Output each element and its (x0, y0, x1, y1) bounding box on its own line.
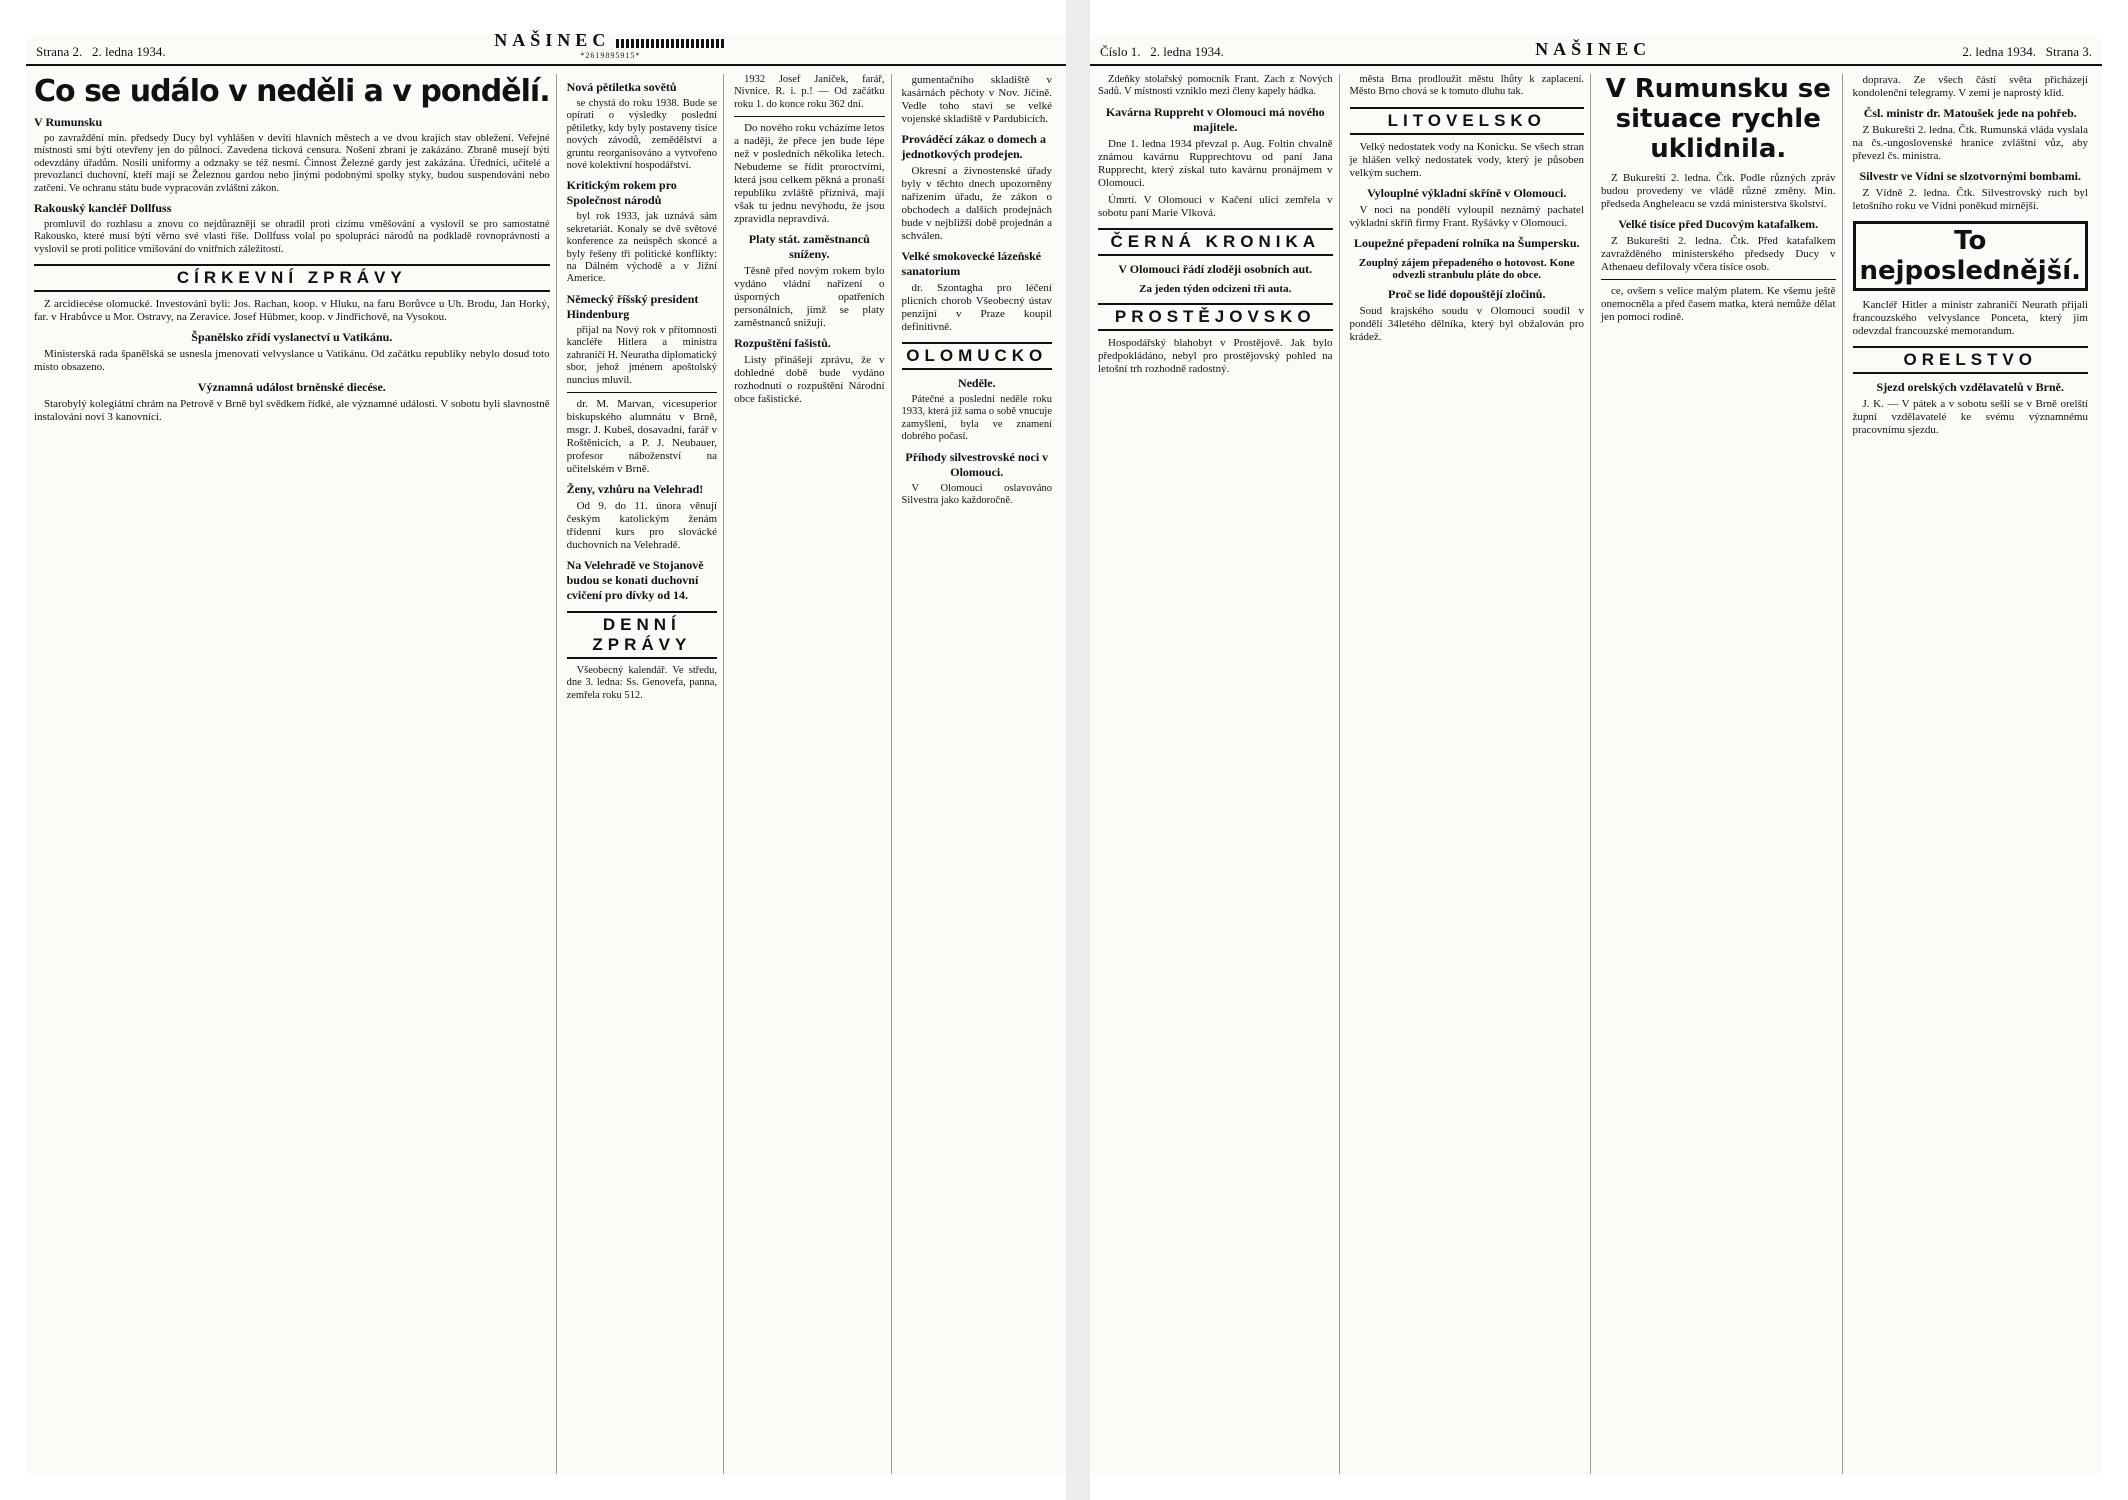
article-text: dr. M. Marvan, vicesuperior biskupského alumnátu v Brně, msgr. J. Kubeš, dosavadní, farář v Roštěnicích, a P. J. Neubauer, profesor náboženství na učitelském v Brně. (566, 397, 718, 475)
section-header: OLOMUCKO (902, 342, 1052, 370)
article-heading: Silvestr ve Vídni se slzotvornými bombami. (1859, 169, 2082, 183)
article-text: Ministerská rada španělská se usnesla jmenovati velvyslance u Vatikánu. Od začátku republiky nebylo dosud toto místo obsazeno. (34, 348, 550, 374)
article-text: doprava. Ze všech částí světa přicházejí kondolenční telegramy. V zemi je naprostý klid. (1852, 74, 2088, 99)
article-text: Těsně před novým rokem bylo vydáno vládní nařízení o úsporných opatřeních personálních, jímž se platy zaměstnanců snižují. (734, 265, 885, 330)
article-heading: Velké smokovecké lázeňské sanatorium (901, 249, 1042, 278)
article-text: Do nového roku vcházíme letos a naději, že přece jen bude lépe než v posledních několika letech. Nebudeme se řídit proroctvími, která jsou celkem pěkná a pronaší republiku zvláště příznivá, mají však tu jednu nevýhodu, že jsou zpravidla nepravdivá. (734, 122, 885, 226)
running-header-right (1090, 34, 2102, 66)
article-text: J. K. — V pátek a v sobotu sešli se v Brně orelští župní vzdělavatelé ke svému významnému pracovnímu sjezdu. (1852, 398, 2088, 436)
article-text: po zavraždění min. předsedy Ducy byl vyhlášen v devíti hlavních městech a ve dvou krajích stav obležení. Veřejné místnosti smí býti otevřeny jen do půlnoci. Zavedena ticková censura. Nošení zbraní je zakázáno. Zbraně musejí býti odevzdány úřadům. Nosili uniformy a odznaky se též nesmí. Činnost Železné gardy jest zakázána. Úředníci, učitelé a prevozlanci duchovní, kteří mají se Železnou gardou nebo jinými podobnými spolky styky, budou suspendováni nebo zatčeni. Ve ochranu státu bude vypracován zvláštní zákon. (34, 133, 550, 194)
article-text: Z Bukurešti 2. ledna. Čtk. Před katafalkem zavražděného ministerského předsedy Ducy v Athenaeu defilovaly včera tisíce osob. (1601, 235, 1836, 273)
article-text: Z Bukurešti 2. ledna. Čtk. Podle různých zpráv budou provedeny ve vládě různé změny. Min. předseda Angheleacu se vzdá ministerstva školství. (1601, 172, 1836, 210)
article-text: Z Bukurešti 2. ledna. Čtk. Rumunská vláda vyslala na čs.-ungoslovenské hranice zvláštní vůz, aby převezl čs. ministra. (1852, 124, 2088, 162)
article-heading: Na Velehradě ve Stojanově budou se konati duchovní cvičení pro dívky od 14. (566, 557, 704, 602)
article-text: Dne 1. ledna 1934 převzal p. Aug. Foltin chvalně známou kavárnu Rupprechtovu od paní Jana Rupprecht, který získal tuto kavárnu pronájmem v Olomouci. (1098, 137, 1333, 189)
article-text: se chystá do roku 1938. Bude se opírati o výsledky poslední pětiletky, kdy byly postaveny tisíce nových závodů, zemědělství a gruntu reorganisováno a vytvořeno nové kolektivní hospodářství. (566, 98, 718, 172)
masthead: NAŠINEC (1535, 39, 1652, 59)
header-date: 2. ledna 1934. (91, 44, 166, 59)
article-text: dr. Szontagha pro léčení plicních chorob Všeobecný ústav penzijní v Praze koupil definitivně. (901, 282, 1052, 333)
article-heading: V Olomouci řádí zloději osobních aut. (1118, 261, 1313, 276)
issue-number: Číslo 1. (1100, 44, 1141, 59)
masthead: NAŠINEC (494, 30, 611, 50)
article-subheading: Za jeden týden odcizeni tři auta. (1139, 282, 1292, 295)
article-heading: Rozpuštění fašistů. (734, 336, 831, 351)
article-heading: Kritickým rokem pro Společnost národů (566, 178, 677, 208)
article-heading: Neděle. (957, 376, 996, 390)
article-text: Kancléř Hitler a ministr zahraničí Neurath přijali francouzského velvyslance Ponceta, který jim odevzdal francouzské memorandum. (1852, 299, 2088, 337)
running-header-left (26, 30, 1066, 66)
article-heading: V Rumunsku (34, 115, 103, 129)
section-header: ORELSTVO (1853, 346, 2088, 374)
article-text: Pátečné a poslední neděle roku 1933, která již sama o sobě vnucuje zamyšlení, byla ve znamení dobrého počasí. (901, 394, 1052, 443)
article-heading: Nová pětiletka sovětů (566, 80, 677, 94)
column-1 (1098, 74, 1340, 1474)
column-3 (734, 74, 891, 1474)
article-heading: Platy stát. zaměstnanců sníženy. (748, 232, 870, 262)
article-text: Z arcidiecése olomucké. Investováni byli: Jos. Rachan, koop. v Hluku, na faru Borůvce u Uh. Brodu, Jan Horký, far. v Hrabůvce u Mor. Ostravy, na Zeravice. Josef Hübmer, koop. v Jindřichově, na Vysokou. (34, 298, 550, 324)
section-header: DENNÍ ZPRÁVY (567, 611, 717, 659)
column-2 (567, 74, 724, 1474)
article-heading: Sjezd orelských vzdělavatelů v Brně. (1876, 380, 2064, 394)
article-heading: Německý říšský president Hindenburg (566, 291, 699, 321)
article-text: Okresní a živnostenské úřady byly v těchto dnech upozorněny nařízením úřadu, že zákon o obchodech a dalších prodejnách bude v nejbližší době projednán a schválen. (901, 165, 1052, 242)
article-text: ce, ovšem s velice malým platem. Ke všemu ještě onemocněla a před časem matka, která nemůže dělat jen pomoci rodině. (1601, 285, 1836, 323)
article-heading: Příhody silvestrovské noci v Olomouci. (905, 449, 1049, 479)
newspaper-page-3 (1090, 34, 2102, 1474)
divider (567, 392, 717, 393)
boxed-headline: To nejposlednější. (1853, 221, 2088, 291)
article-heading: Španělsko zřídí vyslanectví u Vatikánu. (191, 330, 393, 345)
header-date: 2. ledna 1934. (1962, 44, 2037, 59)
column-3 (1601, 74, 1843, 1474)
article-heading: Velké tisíce před Ducovým katafalkem. (1618, 217, 1819, 231)
article-text: Soud krajského soudu v Olomouci soudil v pondělí 34letého dělníka, který byl obžalován pro krádež. (1349, 304, 1584, 343)
section-header: CÍRKEVNÍ ZPRÁVY (34, 264, 550, 292)
article-text: 1932 Josef Janíček, farář, Nivnice. R. i. p.! — Od začátku roku 1. do konce roku 362 dní. (734, 74, 885, 110)
barcode-icon (616, 39, 726, 48)
article-heading: Kavárna Ruppreht v Olomouci má nového majitele. (1105, 104, 1325, 134)
article-text: Všeobecný kalendář. Ve středu, dne 3. ledna: Ss. Genovefa, panna, zemřela roku 512. (566, 664, 718, 701)
page-number: Strana 3. (2045, 44, 2092, 59)
newspaper-page-2 (26, 30, 1066, 1474)
article-subheading: Zouplný zájem přepadeného o hotovost. Kone odvezli stranbulu pláte do obce. (1358, 256, 1575, 281)
article-text: Úmrtí. V Olomouci v Kačení ulici zemřela v sobotu paní Marie Vlková. (1098, 193, 1333, 219)
article-heading: Prováděcí zákaz o domech a jednotkových prodejen. (901, 132, 1046, 161)
article-text: Zdeňky stolařský pomocník Frant. Zach z Nových Sadů. V místnosti vzniklo mezi členy kapely hádka. (1098, 74, 1333, 98)
page-gutter (1066, 0, 1090, 1500)
main-headline: Co se událo v neděli a v pondělí. (34, 74, 550, 109)
article-heading: Čsl. ministr dr. Matoušek jede na pohřeb. (1863, 106, 2077, 120)
article-heading: Významná událost brněnské diecése. (197, 380, 386, 395)
article-text: Velký nedostatek vody na Konicku. Se všech stran je hlášen velký nedostatek vody, který je působen velkým suchem. (1349, 140, 1584, 179)
section-header: ČERNÁ KRONIKA (1098, 228, 1333, 256)
section-header: LITOVELSKO (1350, 107, 1585, 135)
article-text: Listy přinášejí zprávu, že v dohledné době bude vydáno rozhodnutí o rozpuštění Národní obce fašistické. (734, 354, 885, 406)
article-text: přijal na Nový rok v přítomnosti kancléře Hitlera a ministra zahraničí H. Neuratha diplomatický sbor, jehož jménem apoštolský nuncius mluvil. (566, 324, 718, 386)
article-text: Od 9. do 11. února věnují českým katolickým ženám třídenní kurs pro slovácké duchovních na Velehradě. (566, 499, 718, 551)
article-heading: Proč se lidé dopouštějí zločinů. (1388, 286, 1546, 301)
page-number: Strana 2. (36, 44, 83, 59)
article-heading: Rakouský kancléř Dollfuss (34, 201, 172, 216)
article-text: Starobylý kolegiátní chrám na Petrově v Brně byl svědkem řídké, ale významné události. V sobotu byli slavnostně instalováni noví 3 kanovníci. (34, 398, 550, 424)
article-text: promluvil do rozhlasu a znovu co nejdůrazněji se ohradil proti cizímu vměšování a vyslovil se pro samostatné Rakousko, které musí býti věrno své vlasti říše. Dollfuss volal po spolupráci národů na podkladě rovnoprávnosti a vyslovil se proti politice vmíšování do vnitřních záležitostí. (34, 219, 550, 255)
article-text: V noci na pondělí vyloupil neznámý pachatel výkladní skříň firmy Frant. Ryšávky v Olomouci. (1349, 203, 1584, 229)
column-2 (1350, 74, 1592, 1474)
divider (734, 116, 884, 117)
main-headline: V Rumunsku se situace rychle uklidnila. (1605, 74, 1831, 164)
column-4 (902, 74, 1058, 1474)
article-text: gumentačního skladiště v kasárnách pěchoty v Nov. Jičíně. Vedle toho staví se velké vojenské skladiště v Pardubicích. (901, 74, 1052, 125)
column-1 (34, 74, 557, 1474)
article-text: města Brna prodloužit městu lhůty k zaplacení. Město Brno chová se k tomuto dluhu tak. (1349, 74, 1584, 98)
article-text: byl rok 1933, jak uznává sám sekretariát. Konaly se dvě světové konference za neúspěch skoncé a byly řešeny tři politické konflikty: na Dálném východě a v Jižní Americe. (566, 211, 718, 285)
article-text: Z Vídně 2. ledna. Čtk. Silvestrovský ruch byl letošního roku ve Vídni poněkud mírnější. (1852, 187, 2088, 212)
issue-code: *2619895915* (580, 51, 641, 60)
article-heading: Loupežné přepadení rolníka na Šumpersku. (1354, 235, 1580, 250)
article-text: Hospodářský blahobyt v Prostějově. Jak bylo předpokládáno, nebyl pro prostějovský pohled na letošní trh rozhodně radostný. (1098, 336, 1333, 375)
column-4 (1853, 74, 2094, 1474)
divider (1601, 279, 1836, 280)
section-header: PROSTĚJOVSKO (1098, 303, 1333, 331)
article-heading: Ženy, vzhůru na Velehrad! (566, 481, 704, 496)
header-date: 2. ledna 1934. (1150, 44, 1224, 59)
article-heading: Vylouplné výkladní skříně v Olomouci. (1367, 185, 1567, 200)
article-text: V Olomouci oslavováno Silvestra jako každoročně. (901, 482, 1052, 507)
